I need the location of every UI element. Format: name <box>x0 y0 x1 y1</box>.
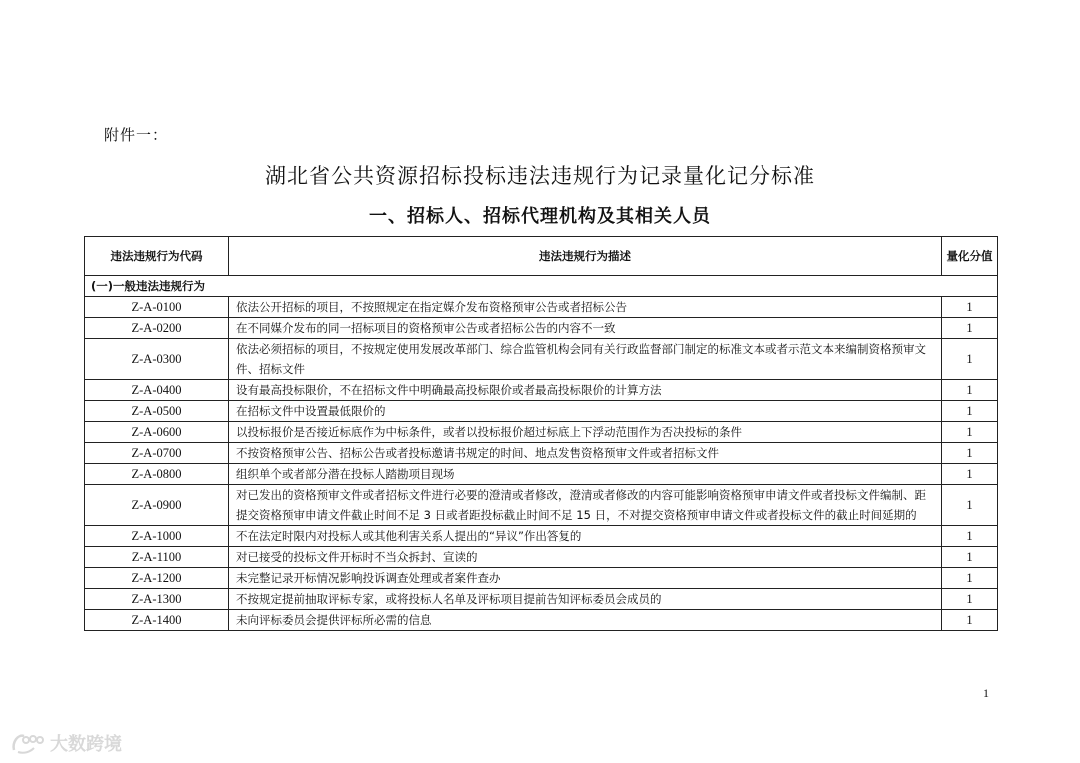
table-row <box>85 610 998 631</box>
group-title: (一)一般违法违规行为 <box>85 276 998 297</box>
row-score: 1 <box>942 610 998 631</box>
table-row <box>85 380 998 401</box>
row-score: 1 <box>942 485 998 526</box>
row-description: 未完整记录开标情况影响投诉调查处理或者案件查办 <box>229 568 942 589</box>
header-code: 违法违规行为代码 <box>85 237 229 276</box>
row-code: Z-A-0100 <box>85 297 229 318</box>
row-description: 不按规定提前抽取评标专家，或将投标人名单及评标项目提前告知评标委员会成员的 <box>229 589 942 610</box>
row-code: Z-A-1400 <box>85 610 229 631</box>
row-score: 1 <box>942 422 998 443</box>
table-row <box>85 485 998 526</box>
row-code: Z-A-1200 <box>85 568 229 589</box>
row-code: Z-A-0400 <box>85 380 229 401</box>
table-row <box>85 464 998 485</box>
page-number: 1 <box>983 686 989 700</box>
row-description: 不按资格预审公告、招标公告或者投标邀请书规定的时间、地点发售资格预审文件或者招标文件 <box>229 443 942 464</box>
row-description: 对已发出的资格预审文件或者招标文件进行必要的澄清或者修改，澄清或者修改的内容可能影响资格预审申请文件或者投标文件编制、距提交资格预审申请文件截止时间不足 3 日或者距投标截止时间不足 15 日，不对提交资格预审申请文件或者投标文件的截止时间延期的 <box>229 485 942 526</box>
header-score: 量化分值 <box>942 237 998 276</box>
table-row <box>85 401 998 422</box>
table-header-row <box>85 237 998 276</box>
row-description: 依法必须招标的项目，不按规定使用发展改革部门、综合监管机构会同有关行政监督部门制定的标准文本或者示范文本来编制资格预审文件、招标文件 <box>229 339 942 380</box>
row-description: 以投标报价是否接近标底作为中标条件，或者以投标报价超过标底上下浮动范围作为否决投标的条件 <box>229 422 942 443</box>
table-row <box>85 318 998 339</box>
row-score: 1 <box>942 339 998 380</box>
row-code: Z-A-0200 <box>85 318 229 339</box>
attachment-label: 附件一： <box>104 126 169 144</box>
row-code: Z-A-0500 <box>85 401 229 422</box>
row-description: 在不同媒介发布的同一招标项目的资格预审公告或者招标公告的内容不一致 <box>229 318 942 339</box>
row-code: Z-A-1300 <box>85 589 229 610</box>
header-description: 违法违规行为描述 <box>229 237 942 276</box>
watermark <box>10 730 122 756</box>
page-title: 湖北省公共资源招标投标违法违规行为记录量化记分标准 <box>265 164 815 188</box>
watermark-text: 大数跨境 <box>50 734 122 755</box>
row-score: 1 <box>942 526 998 547</box>
table-row <box>85 526 998 547</box>
row-score: 1 <box>942 318 998 339</box>
row-description: 对已接受的投标文件开标时不当众拆封、宣读的 <box>229 547 942 568</box>
row-code: Z-A-1000 <box>85 526 229 547</box>
table-row <box>85 568 998 589</box>
row-description: 不在法定时限内对投标人或其他利害关系人提出的“异议”作出答复的 <box>229 526 942 547</box>
row-description: 未向评标委员会提供评标所必需的信息 <box>229 610 942 631</box>
section-title: 一、招标人、招标代理机构及其相关人员 <box>369 206 711 227</box>
row-description: 设有最高投标限价，不在招标文件中明确最高投标限价或者最高投标限价的计算方法 <box>229 380 942 401</box>
table-row <box>85 443 998 464</box>
scoring-table <box>84 236 998 631</box>
row-description: 依法公开招标的项目，不按照规定在指定媒介发布资格预审公告或者招标公告 <box>229 297 942 318</box>
row-score: 1 <box>942 547 998 568</box>
table-row <box>85 297 998 318</box>
row-code: Z-A-0300 <box>85 339 229 380</box>
group-row <box>85 276 998 297</box>
table-row <box>85 547 998 568</box>
row-code: Z-A-0700 <box>85 443 229 464</box>
row-score: 1 <box>942 297 998 318</box>
table-row <box>85 422 998 443</box>
row-code: Z-A-0600 <box>85 422 229 443</box>
row-description: 组织单个或者部分潜在投标人踏勘项目现场 <box>229 464 942 485</box>
brand-logo-icon <box>10 730 44 756</box>
row-score: 1 <box>942 589 998 610</box>
row-score: 1 <box>942 443 998 464</box>
row-score: 1 <box>942 380 998 401</box>
row-code: Z-A-0800 <box>85 464 229 485</box>
table-row <box>85 589 998 610</box>
row-code: Z-A-0900 <box>85 485 229 526</box>
row-score: 1 <box>942 568 998 589</box>
row-score: 1 <box>942 401 998 422</box>
table-row <box>85 339 998 380</box>
row-code: Z-A-1100 <box>85 547 229 568</box>
row-description: 在招标文件中设置最低限价的 <box>229 401 942 422</box>
row-score: 1 <box>942 464 998 485</box>
